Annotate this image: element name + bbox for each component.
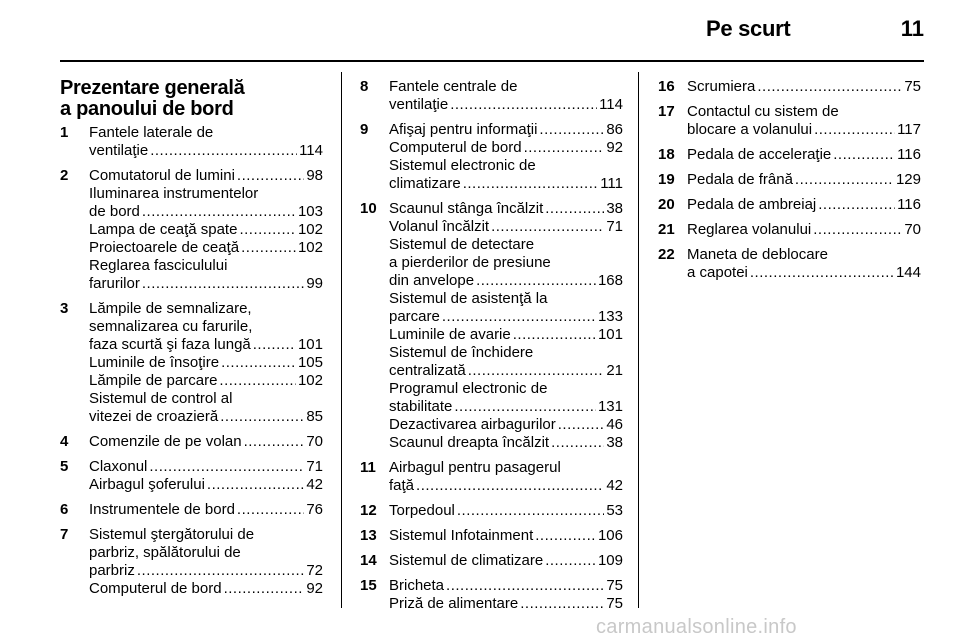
toc-line-text: farurilor: [89, 275, 140, 292]
toc-line: [687, 146, 921, 164]
toc-page-ref[interactable]: 75: [606, 577, 623, 594]
toc-entry-number: 3: [60, 300, 69, 317]
toc-line: [687, 121, 921, 139]
dot-leader: [468, 362, 605, 380]
toc-page-ref[interactable]: 105: [297, 354, 323, 371]
toc-line: [89, 203, 323, 221]
toc-page-ref[interactable]: 111: [600, 175, 623, 192]
toc-line-text: Computerul de bord: [389, 139, 522, 156]
toc-entry: [658, 171, 921, 189]
toc-entry: [360, 502, 623, 520]
toc-line-text: faza scurtă şi faza lungă: [89, 336, 251, 353]
toc-line-text: Sistemul Infotainment: [389, 527, 534, 544]
dot-leader: [535, 527, 596, 545]
dot-leader: [545, 552, 596, 570]
toc-page-ref[interactable]: 21: [606, 362, 623, 379]
toc-line-text: Afişaj pentru informaţii: [389, 121, 538, 138]
dot-leader: [491, 218, 604, 236]
toc-line-text: Programul electronic de: [389, 380, 548, 397]
toc-line: [687, 196, 921, 214]
toc-line: [89, 390, 323, 408]
toc-page-ref[interactable]: 86: [606, 121, 623, 138]
toc-page-ref[interactable]: 85: [306, 408, 323, 425]
toc-page-ref[interactable]: 129: [895, 171, 921, 188]
toc-line-text: climatizare: [389, 175, 461, 192]
dot-leader: [137, 562, 304, 580]
toc-entry-number: 20: [658, 196, 675, 213]
toc-line: [89, 142, 323, 160]
toc-entry-number: 11: [360, 459, 376, 476]
dot-leader: [833, 146, 895, 164]
toc-line-text: Airbagul pentru pasagerul: [389, 459, 561, 476]
toc-entry-body: [389, 527, 623, 545]
toc-line: [89, 501, 323, 519]
toc-line: [389, 344, 623, 362]
section-title: [60, 78, 323, 120]
toc-page-ref[interactable]: 53: [606, 502, 623, 519]
dot-leader: [814, 121, 895, 139]
toc-page-ref[interactable]: 131: [597, 398, 623, 415]
toc-column-3: [658, 78, 921, 289]
dot-leader: [142, 203, 296, 221]
toc-entry-body: [89, 124, 323, 160]
toc-entry: [60, 501, 323, 519]
toc-entry-body: [389, 200, 623, 452]
dot-leader: [239, 221, 296, 239]
dot-leader: [524, 139, 605, 157]
dot-leader: [750, 264, 894, 282]
toc-line-text: centralizată: [389, 362, 466, 379]
toc-page-ref[interactable]: 99: [306, 275, 323, 292]
toc-entry: [658, 146, 921, 164]
toc-line: [687, 221, 921, 239]
toc-page-ref[interactable]: 114: [599, 96, 623, 113]
dot-leader: [442, 308, 596, 326]
toc-line-text: parbriz, spălătorului de: [89, 544, 241, 561]
toc-entry-body: [89, 300, 323, 426]
toc-line: [389, 380, 623, 398]
toc-entry-body: [89, 433, 323, 451]
toc-entry: [360, 200, 623, 452]
toc-line: [389, 272, 623, 290]
dot-leader: [150, 142, 297, 160]
toc-entry-body: [89, 501, 323, 519]
toc-line: [89, 476, 323, 494]
toc-entry: [658, 78, 921, 96]
toc-page-ref[interactable]: 76: [306, 501, 323, 518]
toc-line: [389, 121, 623, 139]
toc-entry-body: [687, 196, 921, 214]
toc-line-text: Iluminarea instrumentelor: [89, 185, 259, 202]
toc-line-text: Pedala de frână: [687, 171, 793, 188]
dot-leader: [520, 595, 604, 613]
dot-leader: [237, 167, 304, 185]
toc-entry-body: [389, 121, 623, 193]
toc-page-ref[interactable]: 117: [897, 121, 921, 138]
toc-line-text: din anvelope: [389, 272, 475, 289]
toc-entry: [60, 167, 323, 293]
toc-page-ref[interactable]: 133: [597, 308, 623, 325]
toc-line: [389, 362, 623, 380]
toc-line-text: Reglarea fasciculului: [89, 257, 228, 274]
toc-line: [389, 236, 623, 254]
toc-line: [89, 257, 323, 275]
toc-line-text: Sistemul de detectare: [389, 236, 535, 253]
toc-line: [389, 595, 623, 613]
toc-page-ref[interactable]: 71: [606, 218, 623, 235]
toc-page-ref[interactable]: 109: [597, 552, 623, 569]
toc-line: [687, 103, 921, 121]
toc-line-text: Sistemul de control al: [89, 390, 233, 407]
toc-page-ref[interactable]: 101: [297, 336, 323, 353]
toc-entry-body: [687, 171, 921, 189]
column-divider: [638, 72, 639, 608]
toc-entry-body: [389, 577, 623, 613]
toc-line-text: Lampa de ceaţă spate: [89, 221, 238, 238]
toc-line: [389, 502, 623, 520]
toc-line-text: Dezactivarea airbagurilor: [389, 416, 556, 433]
toc-line: [89, 318, 323, 336]
toc-line: [389, 200, 623, 218]
toc-line-text: Sistemul de climatizare: [389, 552, 544, 569]
page-title: Pe scurt: [706, 16, 791, 41]
toc-line: [89, 124, 323, 142]
toc-line-text: Maneta de deblocare: [687, 246, 828, 263]
toc-line-text: faţă: [389, 477, 415, 494]
toc-line-text: a capotei: [687, 264, 748, 281]
dot-leader: [416, 477, 604, 495]
toc-entry: [360, 78, 623, 114]
toc-entry-number: 13: [360, 527, 377, 544]
toc-line: [89, 562, 323, 580]
toc-line-text: parcare: [389, 308, 440, 325]
toc-line-text: Lămpile de semnalizare,: [89, 300, 252, 317]
toc-line-text: Fantele laterale de: [89, 124, 214, 141]
toc-line: [89, 275, 323, 293]
toc-line: [389, 552, 623, 570]
toc-line-text: stabilitate: [389, 398, 453, 415]
toc-page-ref[interactable]: 114: [299, 142, 323, 159]
toc-page-ref[interactable]: 72: [306, 562, 323, 579]
toc-entry-number: 17: [658, 103, 675, 120]
toc-entry-number: 22: [658, 246, 675, 263]
dot-leader: [219, 372, 296, 390]
toc-line: [389, 416, 623, 434]
toc-line: [687, 78, 921, 96]
toc-line: [389, 398, 623, 416]
toc-entry-number: 18: [658, 146, 675, 163]
toc-line: [89, 221, 323, 239]
toc-line: [89, 544, 323, 562]
toc-column-1: [60, 78, 323, 605]
toc-page-ref[interactable]: 75: [904, 78, 921, 95]
toc-line: [389, 477, 623, 495]
toc-line-text: Bricheta: [389, 577, 445, 594]
toc-page-ref[interactable]: 102: [297, 372, 323, 389]
toc-line-text: Luminile de avarie: [389, 326, 511, 343]
section-title-line: a panoului de bord: [60, 98, 234, 120]
toc-entry-body: [389, 459, 623, 495]
toc-line: [89, 580, 323, 598]
toc-line-text: Pedala de acceleraţie: [687, 146, 832, 163]
section-title-line: Prezentare generală: [60, 77, 245, 99]
toc-line-text: vitezei de croazieră: [89, 408, 219, 425]
toc-line-text: Airbagul şoferului: [89, 476, 205, 493]
dot-leader: [142, 275, 304, 293]
toc-line: [389, 139, 623, 157]
toc-line-text: Sistemul ştergătorului de: [89, 526, 255, 543]
toc-line: [687, 264, 921, 282]
toc-line-text: Computerul de bord: [89, 580, 222, 597]
toc-page-ref[interactable]: 144: [895, 264, 921, 281]
dot-leader: [149, 458, 304, 476]
toc-line-text: Fantele centrale de: [389, 78, 518, 95]
dot-leader: [237, 501, 304, 519]
toc-entry-body: [687, 103, 921, 139]
toc-line-text: semnalizarea cu farurile,: [89, 318, 253, 335]
toc-line-text: Instrumentele de bord: [89, 501, 235, 518]
toc-entry: [360, 577, 623, 613]
toc-entry-number: 12: [360, 502, 377, 519]
toc-entry: [60, 300, 323, 426]
toc-entry-number: 6: [60, 501, 69, 518]
toc-entry: [360, 527, 623, 545]
toc-entry-body: [89, 526, 323, 598]
toc-line: [389, 290, 623, 308]
toc-line: [389, 254, 623, 272]
dot-leader: [457, 502, 604, 520]
toc-entry-number: 10: [360, 200, 377, 217]
toc-line-text: Proiectoarele de ceaţă: [89, 239, 240, 256]
toc-line-text: Sistemul electronic de: [389, 157, 536, 174]
dot-leader: [545, 200, 604, 218]
toc-page-ref[interactable]: 38: [606, 200, 623, 217]
toc-line-text: Volanul încălzit: [389, 218, 490, 235]
toc-entry-body: [687, 221, 921, 239]
toc-page-ref[interactable]: 168: [597, 272, 623, 289]
toc-entry: [60, 526, 323, 598]
toc-page-ref[interactable]: 102: [297, 221, 323, 238]
toc-entry-number: 21: [658, 221, 675, 238]
toc-page-ref[interactable]: 116: [897, 146, 921, 163]
toc-line: [389, 459, 623, 477]
toc-line: [89, 433, 323, 451]
toc-line: [389, 326, 623, 344]
toc-entry: [360, 121, 623, 193]
toc-line-text: Contactul cu sistem de: [687, 103, 839, 120]
dot-leader: [795, 171, 894, 189]
toc-page-ref[interactable]: 116: [897, 196, 921, 213]
toc-line-text: ventilaţie: [389, 96, 449, 113]
toc-entry-number: 15: [360, 577, 377, 594]
toc-line-text: Scaunul stânga încălzit: [389, 200, 544, 217]
toc-page-ref[interactable]: 42: [606, 477, 623, 494]
dot-leader: [463, 175, 599, 193]
dot-leader: [476, 272, 596, 290]
toc-entry-body: [389, 552, 623, 570]
toc-line-text: Sistemul de asistenţă la: [389, 290, 548, 307]
column-divider: [341, 72, 342, 608]
toc-page-ref[interactable]: 46: [606, 416, 623, 433]
dot-leader: [253, 336, 296, 354]
dot-leader: [224, 580, 305, 598]
toc-line: [89, 526, 323, 544]
toc-line: [389, 175, 623, 193]
dot-leader: [446, 577, 604, 595]
toc-entry: [360, 459, 623, 495]
toc-line: [89, 354, 323, 372]
toc-line: [89, 372, 323, 390]
dot-leader: [558, 416, 605, 434]
dot-leader: [818, 196, 895, 214]
toc-entry: [658, 246, 921, 282]
toc-page-ref[interactable]: 71: [306, 458, 323, 475]
toc-line: [389, 78, 623, 96]
toc-line: [89, 336, 323, 354]
toc-page-ref[interactable]: 106: [597, 527, 623, 544]
toc-line-text: Comutatorul de lumini: [89, 167, 235, 184]
toc-page-ref[interactable]: 103: [297, 203, 323, 220]
toc-entry-number: 1: [60, 124, 69, 141]
toc-entry: [60, 458, 323, 494]
toc-entry-number: 8: [360, 78, 369, 95]
toc-line-text: ventilaţie: [89, 142, 149, 159]
dot-leader: [757, 78, 902, 96]
toc-line: [687, 171, 921, 189]
toc-entry: [360, 552, 623, 570]
toc-line: [89, 167, 323, 185]
toc-line: [89, 408, 323, 426]
header-rule: [60, 60, 924, 62]
toc-entry-body: [687, 146, 921, 164]
toc-line: [389, 96, 623, 114]
toc-page-ref[interactable]: 102: [297, 239, 323, 256]
toc-entry-number: 16: [658, 78, 675, 95]
toc-line: [389, 218, 623, 236]
toc-line-text: Pedala de ambreiaj: [687, 196, 817, 213]
dot-leader: [221, 354, 296, 372]
toc-entry: [60, 433, 323, 451]
toc-line-text: Torpedoul: [389, 502, 455, 519]
dot-leader: [813, 221, 902, 239]
toc-entry-body: [89, 167, 323, 293]
toc-line-text: de bord: [89, 203, 140, 220]
toc-line-text: Luminile de însoţire: [89, 354, 220, 371]
toc-line-text: parbriz: [89, 562, 135, 579]
toc-page-ref[interactable]: 70: [306, 433, 323, 450]
toc-entry-body: [687, 246, 921, 282]
toc-line: [389, 434, 623, 452]
toc-line: [89, 239, 323, 257]
toc-entry-number: 7: [60, 526, 69, 543]
toc-line-text: Scaunul dreapta încălzit: [389, 434, 550, 451]
toc-line-text: Comenzile de pe volan: [89, 433, 242, 450]
toc-line-text: blocare a volanului: [687, 121, 813, 138]
toc-page-ref[interactable]: 92: [306, 580, 323, 597]
toc-page-ref[interactable]: 70: [904, 221, 921, 238]
toc-line-text: Claxonul: [89, 458, 148, 475]
toc-line-text: a pierderilor de presiune: [389, 254, 551, 271]
toc-line: [89, 300, 323, 318]
toc-line-text: Scrumiera: [687, 78, 756, 95]
toc-entry: [658, 221, 921, 239]
dot-leader: [450, 96, 597, 114]
toc-entry-number: 5: [60, 458, 69, 475]
toc-entry: [60, 124, 323, 160]
toc-entry-body: [687, 78, 921, 96]
toc-page-ref[interactable]: 42: [306, 476, 323, 493]
toc-entry-number: 2: [60, 167, 69, 184]
toc-line: [687, 246, 921, 264]
toc-column-2: [360, 78, 623, 620]
toc-entry-number: 19: [658, 171, 675, 188]
toc-line: [89, 458, 323, 476]
toc-line-text: Sistemul de închidere: [389, 344, 534, 361]
dot-leader: [551, 434, 604, 452]
watermark: carmanualsonline.info: [596, 616, 797, 638]
toc-entry-body: [389, 78, 623, 114]
dot-leader: [241, 239, 296, 257]
toc-line: [389, 308, 623, 326]
toc-line: [89, 185, 323, 203]
toc-page-ref[interactable]: 98: [306, 167, 323, 184]
page-number: 11: [900, 16, 924, 41]
toc-line: [389, 157, 623, 175]
toc-line-text: Lămpile de parcare: [89, 372, 218, 389]
dot-leader: [539, 121, 604, 139]
dot-leader: [454, 398, 596, 416]
toc-line-text: Priză de alimentare: [389, 595, 519, 612]
toc-line: [389, 577, 623, 595]
toc-line-text: Reglarea volanului: [687, 221, 812, 238]
toc-entry-body: [389, 502, 623, 520]
toc-entry-body: [89, 458, 323, 494]
toc-entry: [658, 103, 921, 139]
toc-entry: [658, 196, 921, 214]
toc-entry-number: 4: [60, 433, 69, 450]
toc-page-ref[interactable]: 75: [606, 595, 623, 612]
toc-page-ref[interactable]: 92: [606, 139, 623, 156]
toc-entry-number: 9: [360, 121, 369, 138]
toc-line: [389, 527, 623, 545]
dot-leader: [207, 476, 304, 494]
dot-leader: [513, 326, 596, 344]
toc-page-ref[interactable]: 101: [597, 326, 623, 343]
toc-entry-number: 14: [360, 552, 377, 569]
dot-leader: [244, 433, 305, 451]
dot-leader: [220, 408, 304, 426]
toc-page-ref[interactable]: 38: [606, 434, 623, 451]
